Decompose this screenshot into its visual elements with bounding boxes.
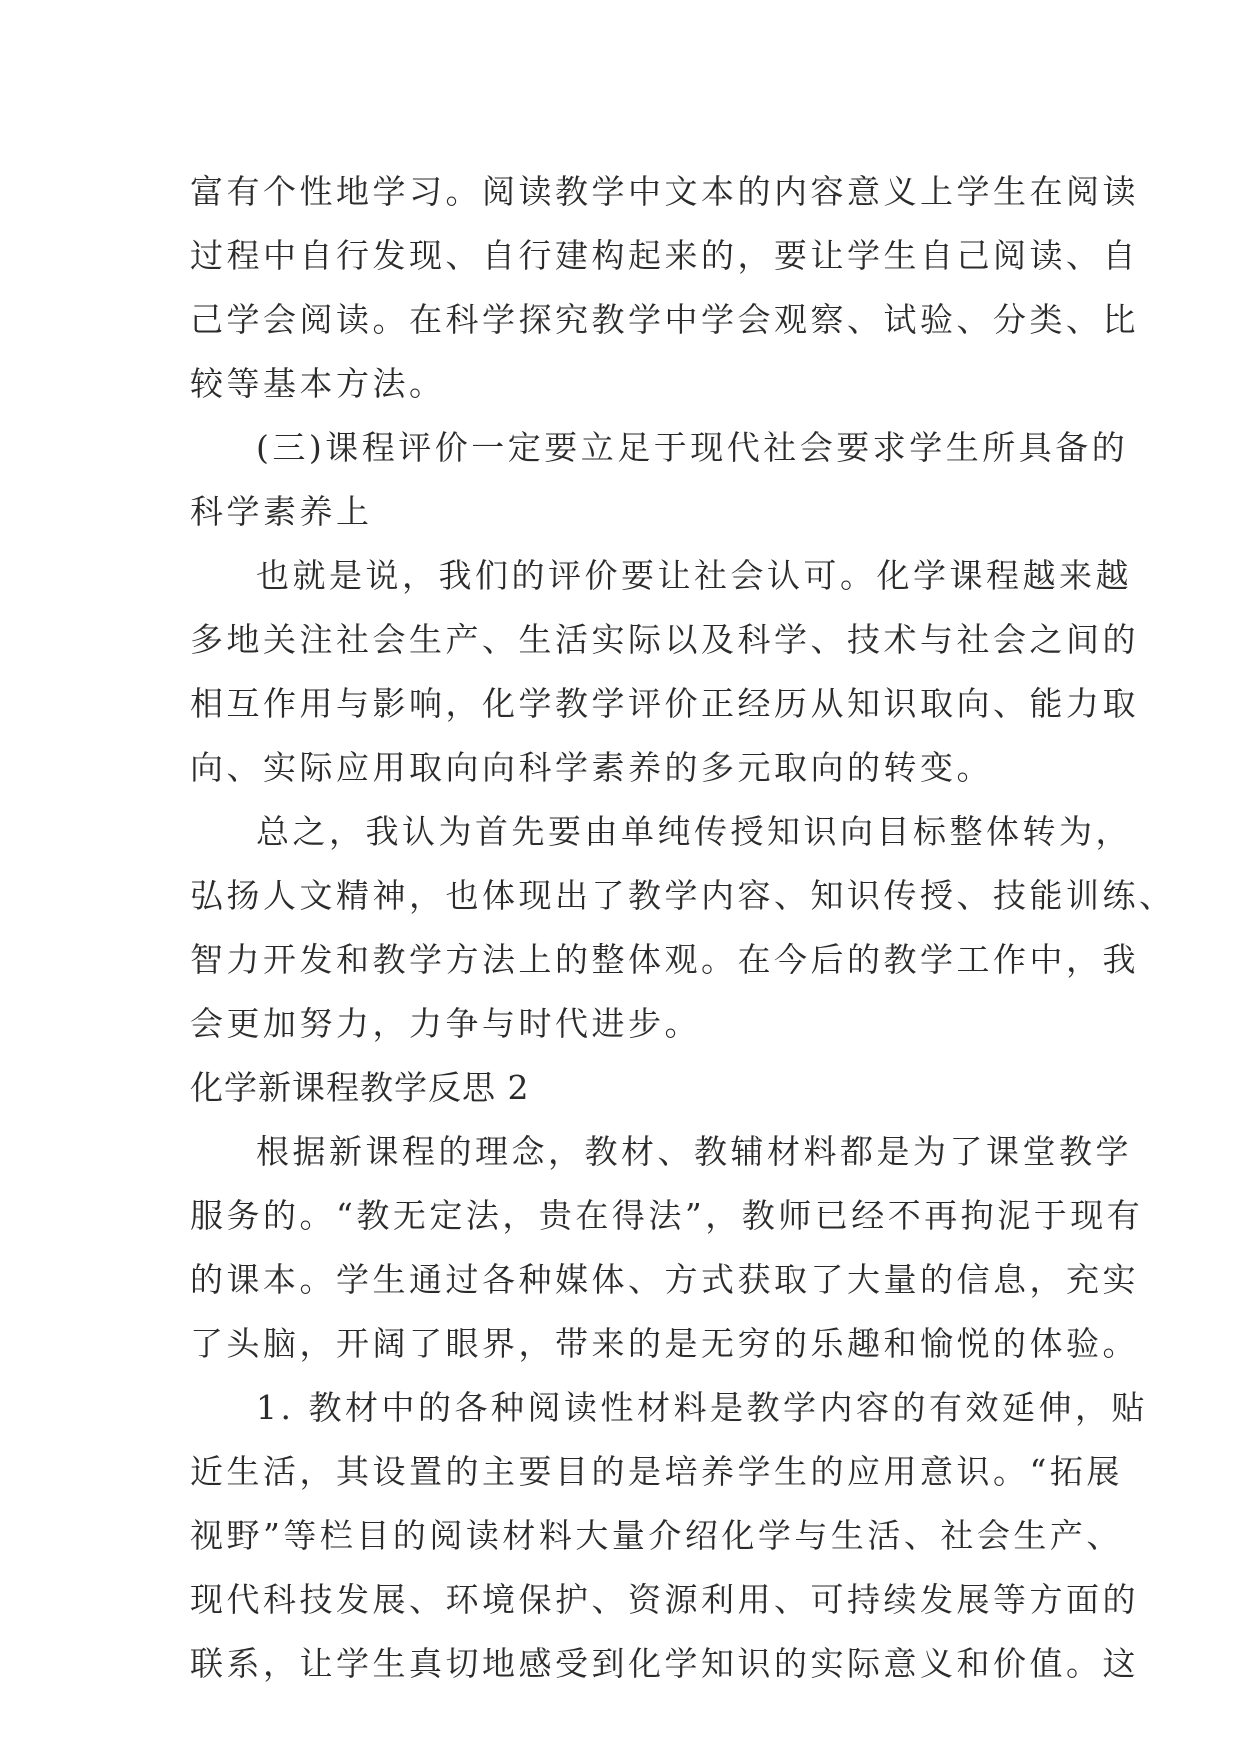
document-body <box>190 160 1176 1696</box>
body-line: 了头脑，开阔了眼界，带来的是无穷的乐趣和愉悦的体验。 <box>190 1324 1139 1363</box>
body-line: 的课本。学生通过各种媒体、方式获取了大量的信息，充实 <box>190 1260 1139 1299</box>
body-line: 弘扬人文精神，也体现出了教学内容、知识传授、技能训练、 <box>190 876 1176 915</box>
body-line: 富有个性地学习。阅读教学中文本的内容意义上学生在阅读 <box>190 172 1139 211</box>
body-line: 也就是说，我们的评价要让社会认可。化学课程越来越 <box>256 556 1132 595</box>
body-line: 较等基本方法。 <box>190 364 446 403</box>
body-line: 多地关注社会生产、生活实际以及科学、技术与社会之间的 <box>190 620 1139 659</box>
section-heading-line: (三)课程评价一定要立足于现代社会要求学生所具备的 <box>256 428 1129 467</box>
body-line: 向、实际应用取向向科学素养的多元取向的转变。 <box>190 748 993 787</box>
list-item-line: 1. 教材中的各种阅读性材料是教学内容的有效延伸，贴 <box>256 1388 1148 1427</box>
body-line: 总之，我认为首先要由单纯传授知识向目标整体转为， <box>256 812 1132 851</box>
body-line: 智力开发和教学方法上的整体观。在今后的教学工作中，我 <box>190 940 1139 979</box>
section-heading-line: 科学素养上 <box>190 492 373 531</box>
body-line: 根据新课程的理念，教材、教辅材料都是为了课堂教学 <box>256 1132 1132 1171</box>
body-line: 己学会阅读。在科学探究教学中学会观察、试验、分类、比 <box>190 300 1139 339</box>
body-line: 近生活，其设置的主要目的是培养学生的应用意识。“拓展 <box>190 1452 1123 1491</box>
body-line: 会更加努力，力争与时代进步。 <box>190 1004 701 1043</box>
body-line: 相互作用与影响，化学教学评价正经历从知识取向、能力取 <box>190 684 1139 723</box>
document-heading: 化学新课程教学反思 2 <box>190 1068 530 1107</box>
body-line: 联系，让学生真切地感受到化学知识的实际意义和价值。这 <box>190 1644 1139 1683</box>
body-line: 服务的。“教无定法，贵在得法”，教师已经不再拘泥于现有 <box>190 1196 1144 1235</box>
body-line: 视野”等栏目的阅读材料大量介绍化学与生活、社会生产、 <box>190 1516 1123 1555</box>
body-line: 过程中自行发现、自行建构起来的，要让学生自己阅读、自 <box>190 236 1139 275</box>
body-line: 现代科技发展、环境保护、资源利用、可持续发展等方面的 <box>190 1580 1139 1619</box>
